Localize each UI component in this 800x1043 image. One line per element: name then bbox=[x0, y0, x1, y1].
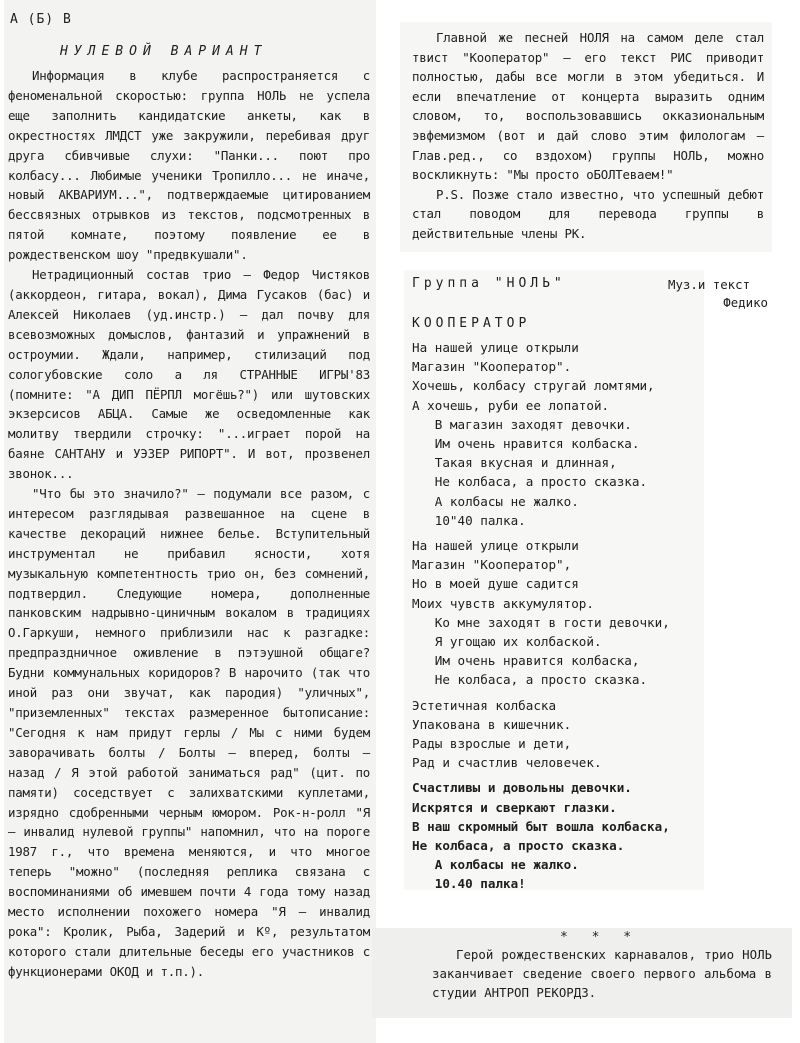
lyric-line: А хочешь, руби ее лопатой. bbox=[412, 397, 610, 413]
credit-label: Муз.и текст bbox=[668, 277, 751, 292]
section-separator: * * * bbox=[560, 930, 640, 945]
article-left-column bbox=[8, 66, 370, 982]
lyric-line: На нашей улице открыли bbox=[412, 538, 579, 554]
song-lyrics bbox=[412, 338, 712, 894]
credit-author: Федико bbox=[723, 295, 768, 310]
article-paragraph: "Что бы это значило?" – подумали все разом, с интересом разглядывая развешанное на сцене в качестве декораций нижнее белье. Вступительный инструментал не прибавил ясности, хотя музыкальную компетентность трио он, без сомнений, подтвердил. Следующие номера, дополненные панковским надрывно-циничным вокалом в традициях О.Гаркуши, немного приблизили нас к разгадке: предпраздничное оживление в пэтэушной общаге? Будни коммунальных коридоров? В нарочито (так что иной раз они звучат, как пародия) "уличных", "приземленных" текстах размеренное бытописание: "Сегодня к нам придут герлы / Мы с ними будем заворачивать болты / Болты – вперед, болты – назад / Я этой работой заниматься рад" (цит. по памяти) соседствует с залихватскими куплетами, изрядно сдобренными черным юмором. Рок-н-ролл "Я – инвалид нулевой группы" напомнил, что на пороге 1987 г., что времена меняются, и что многое теперь "можно" (последняя реплика связана с воспоминаниями об имевшем почти 4 года тому назад место исполнении похожего номера "Я – инвалид рока": Кролик, Рыба, Задерий и Кº, результатом которого стали длительные беседы его участников с функционерами ОКОД и т.п.). bbox=[8, 486, 370, 979]
lyric-line: Упакована в кишечник. bbox=[412, 716, 572, 732]
lyric-line: Эстетичная колбаска bbox=[412, 697, 557, 713]
magazine-header: А (Б) В bbox=[10, 12, 72, 27]
lyric-line: Счастливы и довольны девочки. bbox=[412, 780, 632, 796]
lyric-line: Не колбаса, а просто сказка. bbox=[412, 474, 648, 490]
lyric-line: 10.40 палка! bbox=[412, 876, 526, 892]
article-paragraph: Нетрадиционный состав трио – Федор Чистяков (аккордеон, гитара, вокал), Дима Гусаков (бас) и Алексей Николаев (уд.инстр.) – дал почву для всевозможных домыслов, фантазий и упражнений в остроумии. Ждали, например, стилизаций под сологубовские соло а ля СТРАННЫЕ ИГРЫ'83 (помните: "А ДИП ПЁРПЛ могёшь?") или шутовских экзерсисов АБЦА. Самые же осведомленные как молитву твердили строчку: "...играет порой на баяне САНТАНУ и УЭЗЕР РИПОРТ". И вот, прозвенел звонок... bbox=[8, 267, 370, 482]
lyric-line: В наш скромный быт вошла колбаска, bbox=[412, 818, 670, 834]
lyric-line: Я угощаю их колбаской. bbox=[412, 634, 602, 650]
lyric-line: 10"40 палка. bbox=[412, 512, 526, 528]
lyric-line: Рады взрослые и дети, bbox=[412, 736, 572, 752]
article-title: НУЛЕВОЙ ВАРИАНТ bbox=[60, 44, 268, 59]
lyric-line: Им очень нравится колбаска, bbox=[412, 653, 640, 669]
lyric-line: Такая вкусная и длинная, bbox=[412, 455, 617, 471]
article-paragraph: Информация в клубе распространяется с феноменальной скоростью: группа НОЛЬ не успела еще заполнить кандидатские анкеты, как в окрестностях ЛМДСТ уже закружили, перебивая друг друга сбивчивые слухи: "Панки... поют про колбасу... Любимые ученики Тропилло... не иначе, новый АКВАРИУМ...", подтверждаемые цитированием бессвязных отрывков из текстов, подсмотренных в пятой комнате, поэтому появление ее в рождественском шоу "предвкушали". bbox=[8, 68, 370, 263]
article-right-column bbox=[412, 28, 764, 244]
postscript: P.S. Позже стало известно, что успешный дебют стал поводом для перевода группы в действительные члены РК. bbox=[412, 186, 764, 241]
article-paragraph: Главной же песней НОЛЯ на самом деле стал твист "Кооператор" – его текст РИС приводит полностью, дабы все могли в этом убедиться. И если впечатление от концерта выразить одним словом, то, воспользовавшись окказиональным эвфемизмом (вот и дай слово этим филологам – Глав.ред., со вздохом) группы НОЛЬ, можно воскликнуть: "Мы просто оБОЛТеваем!" bbox=[412, 30, 764, 183]
lyric-line: Но в моей душе садится bbox=[412, 576, 579, 592]
song-title: КООПЕРАТОР bbox=[412, 316, 531, 331]
footer-note: Герой рождественских карнавалов, трио НОЛЬ заканчивает сведение своего первого альбома в студии АНТРОП РЕКОРДЗ. bbox=[432, 947, 772, 1000]
song-header bbox=[412, 276, 768, 310]
song-credit bbox=[668, 276, 768, 312]
lyric-line: А колбасы не жалко. bbox=[412, 493, 579, 509]
lyric-line: Моих чувств аккумулятор. bbox=[412, 595, 594, 611]
lyric-line: Не колбаса, а просто сказка. bbox=[412, 838, 625, 854]
lyric-line: Магазин "Кооператор". bbox=[412, 359, 572, 375]
lyric-line: В магазин заходят девочки. bbox=[412, 416, 632, 432]
song-group: Группа "НОЛЬ" bbox=[412, 276, 566, 291]
lyric-line: Ко мне заходят в гости девочки, bbox=[412, 614, 670, 630]
lyric-line: Искрятся и сверкают глазки. bbox=[412, 799, 617, 815]
lyric-line: Не колбаса, а просто сказка. bbox=[412, 672, 648, 688]
lyric-line: На нашей улице открыли bbox=[412, 340, 579, 355]
lyric-line: Им очень нравится колбаска. bbox=[412, 436, 640, 452]
lyric-line: А колбасы не жалко. bbox=[412, 857, 579, 873]
lyric-line: Рад и счастлив человечек. bbox=[412, 755, 602, 771]
lyric-line: Магазин "Кооператор", bbox=[412, 557, 572, 573]
lyric-line: Хочешь, колбасу стругай ломтями, bbox=[412, 378, 655, 394]
